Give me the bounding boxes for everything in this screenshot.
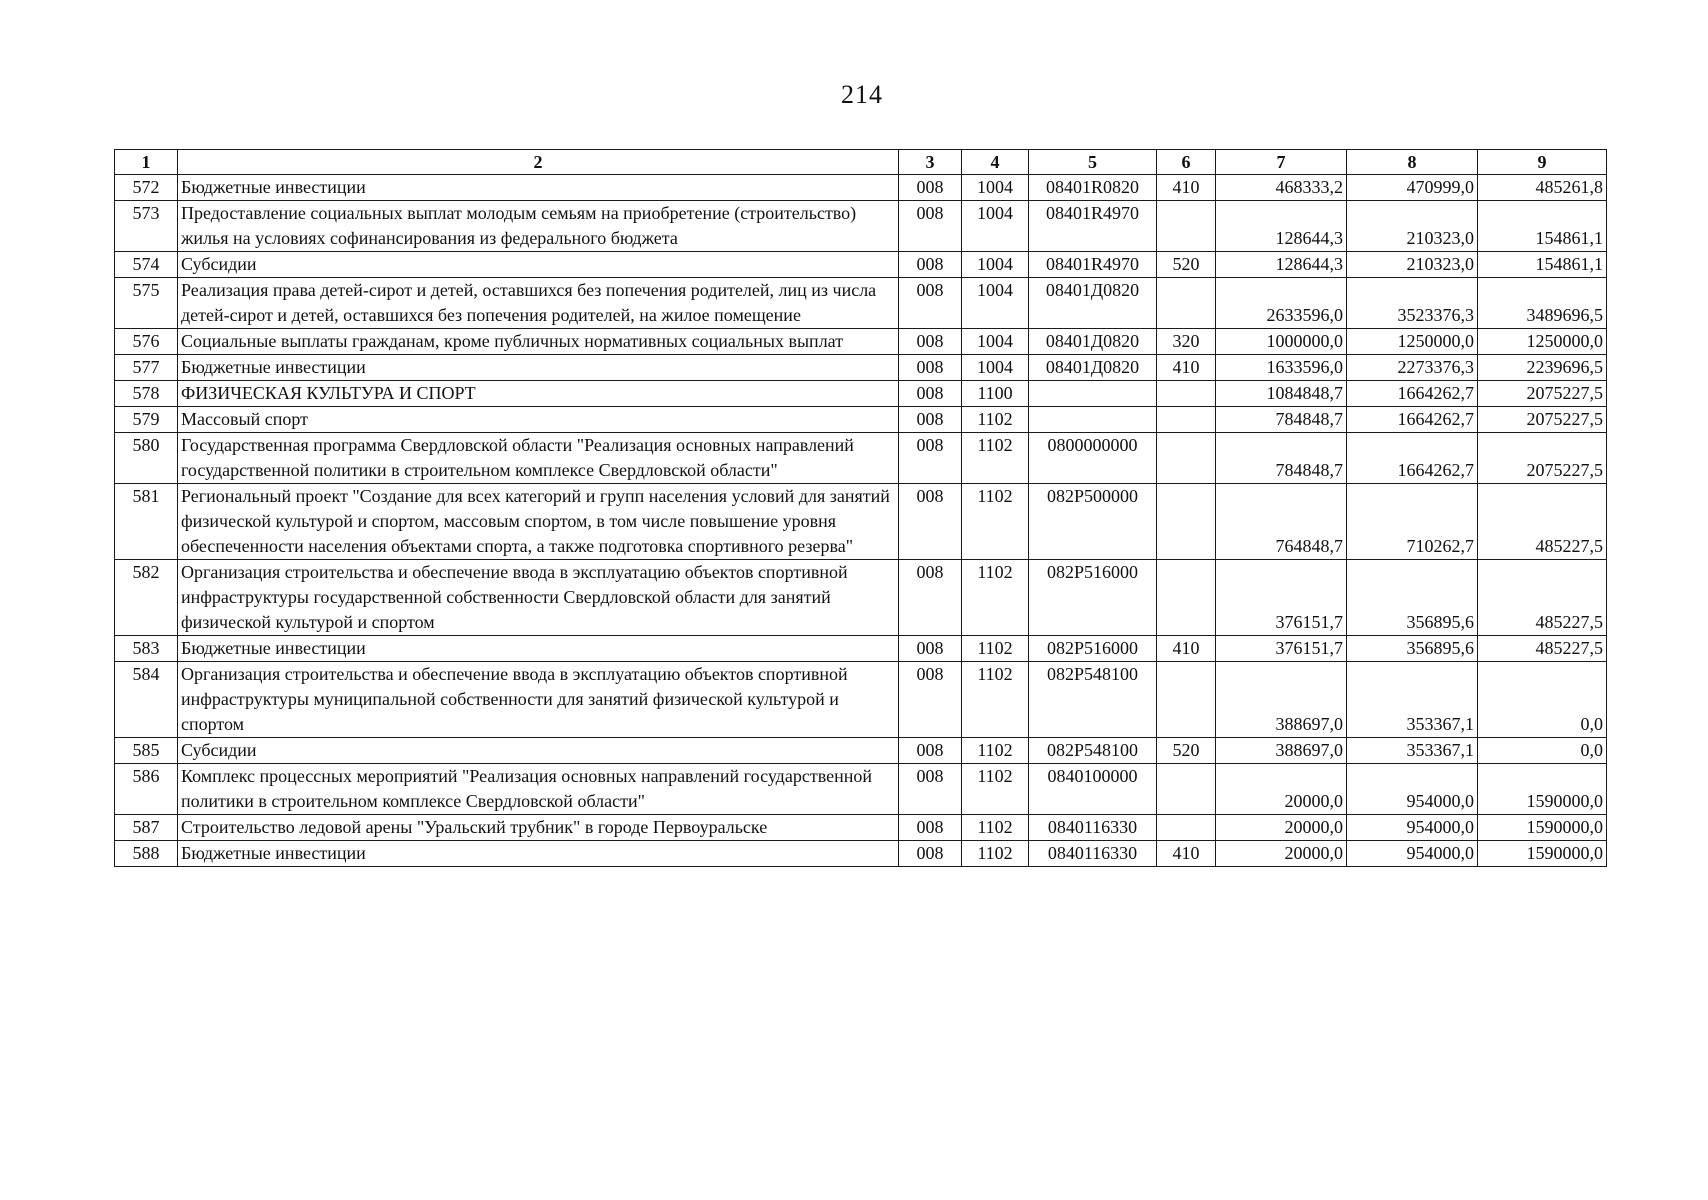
amount-year-1-cell: 784848,7	[1216, 407, 1347, 433]
table-row	[115, 433, 1607, 484]
amount-year-1-cell: 1084848,7	[1216, 381, 1347, 407]
column-header-6: 6	[1157, 150, 1216, 175]
column-header-4: 4	[962, 150, 1029, 175]
target-article-cell: 0840116330	[1029, 815, 1157, 841]
amount-year-3-cell: 3489696,5	[1478, 278, 1607, 329]
target-article-cell: 082P548100	[1029, 738, 1157, 764]
ministry-code-cell: 008	[899, 662, 962, 738]
amount-year-2-cell: 3523376,3	[1347, 278, 1478, 329]
ministry-code-cell: 008	[899, 252, 962, 278]
section-code-cell: 1102	[962, 662, 1029, 738]
target-article-cell: 08401R4970	[1029, 201, 1157, 252]
item-name-cell: Предоставление социальных выплат молодым семьям на приобретение (строительство) жилья на условиях софинансирования из федерального бюджета	[178, 201, 899, 252]
expense-type-cell	[1157, 407, 1216, 433]
amount-year-2-cell: 1664262,7	[1347, 433, 1478, 484]
column-header-8: 8	[1347, 150, 1478, 175]
row-number-cell: 573	[115, 201, 178, 252]
ministry-code-cell: 008	[899, 278, 962, 329]
ministry-code-cell: 008	[899, 433, 962, 484]
row-number-cell: 586	[115, 764, 178, 815]
section-code-cell: 1102	[962, 738, 1029, 764]
item-name-cell: Реализация права детей-сирот и детей, оставшихся без попечения родителей, лиц из числа детей-сирот и детей, оставшихся без попечения родителей, на жилое помещение	[178, 278, 899, 329]
expense-type-cell	[1157, 560, 1216, 636]
amount-year-3-cell: 485227,5	[1478, 560, 1607, 636]
item-name-cell: ФИЗИЧЕСКАЯ КУЛЬТУРА И СПОРТ	[178, 381, 899, 407]
amount-year-2-cell: 1664262,7	[1347, 407, 1478, 433]
expense-type-cell: 410	[1157, 841, 1216, 867]
amount-year-3-cell: 0,0	[1478, 738, 1607, 764]
target-article-cell: 08401Д0820	[1029, 355, 1157, 381]
target-article-cell: 08401Д0820	[1029, 329, 1157, 355]
amount-year-2-cell: 353367,1	[1347, 738, 1478, 764]
item-name-cell: Региональный проект "Создание для всех категорий и групп населения условий для занятий физической культурой и спортом, массовым спортом, в том числе повышение уровня обеспеченности населения объектами спорта, а также подготовка спортивного резерва"	[178, 484, 899, 560]
section-code-cell: 1102	[962, 484, 1029, 560]
target-article-cell: 08401Д0820	[1029, 278, 1157, 329]
ministry-code-cell: 008	[899, 407, 962, 433]
amount-year-3-cell: 485261,8	[1478, 175, 1607, 201]
ministry-code-cell: 008	[899, 764, 962, 815]
amount-year-3-cell: 485227,5	[1478, 636, 1607, 662]
amount-year-3-cell: 154861,1	[1478, 252, 1607, 278]
table-row	[115, 738, 1607, 764]
ministry-code-cell: 008	[899, 329, 962, 355]
expense-type-cell: 410	[1157, 175, 1216, 201]
ministry-code-cell: 008	[899, 815, 962, 841]
target-article-cell: 082P516000	[1029, 636, 1157, 662]
amount-year-2-cell: 954000,0	[1347, 815, 1478, 841]
item-name-cell: Организация строительства и обеспечение ввода в эксплуатацию объектов спортивной инфраструктуры муниципальной собственности для занятий физической культурой и спортом	[178, 662, 899, 738]
amount-year-3-cell: 0,0	[1478, 662, 1607, 738]
amount-year-1-cell: 388697,0	[1216, 662, 1347, 738]
table-row	[115, 252, 1607, 278]
expense-type-cell: 410	[1157, 636, 1216, 662]
table-row	[115, 381, 1607, 407]
target-article-cell	[1029, 381, 1157, 407]
table-row	[115, 764, 1607, 815]
section-code-cell: 1102	[962, 560, 1029, 636]
row-number-cell: 583	[115, 636, 178, 662]
expense-type-cell	[1157, 662, 1216, 738]
amount-year-1-cell: 376151,7	[1216, 560, 1347, 636]
table-body	[115, 175, 1607, 867]
section-code-cell: 1102	[962, 841, 1029, 867]
section-code-cell: 1102	[962, 407, 1029, 433]
table-row	[115, 329, 1607, 355]
table-header	[115, 150, 1607, 175]
amount-year-1-cell: 20000,0	[1216, 764, 1347, 815]
amount-year-1-cell: 1633596,0	[1216, 355, 1347, 381]
expense-type-cell	[1157, 815, 1216, 841]
row-number-cell: 574	[115, 252, 178, 278]
section-code-cell: 1004	[962, 329, 1029, 355]
amount-year-1-cell: 376151,7	[1216, 636, 1347, 662]
amount-year-2-cell: 470999,0	[1347, 175, 1478, 201]
amount-year-1-cell: 128644,3	[1216, 252, 1347, 278]
section-code-cell: 1004	[962, 201, 1029, 252]
section-code-cell: 1100	[962, 381, 1029, 407]
table-row	[115, 175, 1607, 201]
row-number-cell: 580	[115, 433, 178, 484]
amount-year-3-cell: 1590000,0	[1478, 841, 1607, 867]
row-number-cell: 582	[115, 560, 178, 636]
expense-type-cell	[1157, 381, 1216, 407]
amount-year-1-cell: 388697,0	[1216, 738, 1347, 764]
table-row	[115, 407, 1607, 433]
column-header-5: 5	[1029, 150, 1157, 175]
item-name-cell: Массовый спорт	[178, 407, 899, 433]
target-article-cell: 0800000000	[1029, 433, 1157, 484]
item-name-cell: Бюджетные инвестиции	[178, 175, 899, 201]
amount-year-1-cell: 764848,7	[1216, 484, 1347, 560]
row-number-cell: 584	[115, 662, 178, 738]
section-code-cell: 1102	[962, 815, 1029, 841]
expense-type-cell	[1157, 278, 1216, 329]
expense-type-cell	[1157, 764, 1216, 815]
item-name-cell: Бюджетные инвестиции	[178, 355, 899, 381]
amount-year-2-cell: 954000,0	[1347, 764, 1478, 815]
item-name-cell: Субсидии	[178, 738, 899, 764]
ministry-code-cell: 008	[899, 738, 962, 764]
table-row	[115, 841, 1607, 867]
item-name-cell: Государственная программа Свердловской области "Реализация основных направлений государственной политики в строительном комплексе Свердловской области"	[178, 433, 899, 484]
expense-type-cell: 320	[1157, 329, 1216, 355]
expense-type-cell	[1157, 433, 1216, 484]
budget-table	[114, 149, 1607, 867]
table-row	[115, 484, 1607, 560]
amount-year-2-cell: 210323,0	[1347, 252, 1478, 278]
ministry-code-cell: 008	[899, 381, 962, 407]
amount-year-1-cell: 784848,7	[1216, 433, 1347, 484]
item-name-cell: Субсидии	[178, 252, 899, 278]
ministry-code-cell: 008	[899, 560, 962, 636]
item-name-cell: Строительство ледовой арены "Уральский трубник" в городе Первоуральске	[178, 815, 899, 841]
amount-year-2-cell: 954000,0	[1347, 841, 1478, 867]
target-article-cell: 082P500000	[1029, 484, 1157, 560]
amount-year-3-cell: 1250000,0	[1478, 329, 1607, 355]
amount-year-2-cell: 1664262,7	[1347, 381, 1478, 407]
expense-type-cell: 520	[1157, 738, 1216, 764]
ministry-code-cell: 008	[899, 175, 962, 201]
amount-year-3-cell: 2075227,5	[1478, 407, 1607, 433]
row-number-cell: 588	[115, 841, 178, 867]
target-article-cell: 082P548100	[1029, 662, 1157, 738]
table-row	[115, 355, 1607, 381]
amount-year-3-cell: 485227,5	[1478, 484, 1607, 560]
table-row	[115, 662, 1607, 738]
item-name-cell: Социальные выплаты гражданам, кроме публичных нормативных социальных выплат	[178, 329, 899, 355]
amount-year-1-cell: 1000000,0	[1216, 329, 1347, 355]
expense-type-cell: 410	[1157, 355, 1216, 381]
ministry-code-cell: 008	[899, 355, 962, 381]
table-row	[115, 560, 1607, 636]
column-header-7: 7	[1216, 150, 1347, 175]
row-number-cell: 581	[115, 484, 178, 560]
expense-type-cell	[1157, 201, 1216, 252]
table-row	[115, 815, 1607, 841]
amount-year-3-cell: 2075227,5	[1478, 381, 1607, 407]
target-article-cell: 082P516000	[1029, 560, 1157, 636]
target-article-cell: 0840116330	[1029, 841, 1157, 867]
header-row	[115, 150, 1607, 175]
ministry-code-cell: 008	[899, 636, 962, 662]
row-number-cell: 587	[115, 815, 178, 841]
row-number-cell: 575	[115, 278, 178, 329]
amount-year-2-cell: 1250000,0	[1347, 329, 1478, 355]
amount-year-1-cell: 2633596,0	[1216, 278, 1347, 329]
amount-year-3-cell: 154861,1	[1478, 201, 1607, 252]
ministry-code-cell: 008	[899, 201, 962, 252]
amount-year-1-cell: 128644,3	[1216, 201, 1347, 252]
section-code-cell: 1102	[962, 433, 1029, 484]
row-number-cell: 579	[115, 407, 178, 433]
row-number-cell: 578	[115, 381, 178, 407]
table-row	[115, 636, 1607, 662]
row-number-cell: 577	[115, 355, 178, 381]
section-code-cell: 1004	[962, 355, 1029, 381]
column-header-2: 2	[178, 150, 899, 175]
table-row	[115, 201, 1607, 252]
item-name-cell: Организация строительства и обеспечение ввода в эксплуатацию объектов спортивной инфраструктуры государственной собственности Свердловской области для занятий физической культурой и спортом	[178, 560, 899, 636]
target-article-cell: 0840100000	[1029, 764, 1157, 815]
amount-year-1-cell: 20000,0	[1216, 815, 1347, 841]
amount-year-1-cell: 468333,2	[1216, 175, 1347, 201]
amount-year-2-cell: 353367,1	[1347, 662, 1478, 738]
section-code-cell: 1102	[962, 636, 1029, 662]
amount-year-3-cell: 2075227,5	[1478, 433, 1607, 484]
row-number-cell: 572	[115, 175, 178, 201]
expense-type-cell	[1157, 484, 1216, 560]
amount-year-2-cell: 2273376,3	[1347, 355, 1478, 381]
amount-year-2-cell: 356895,6	[1347, 636, 1478, 662]
ministry-code-cell: 008	[899, 841, 962, 867]
section-code-cell: 1004	[962, 278, 1029, 329]
amount-year-2-cell: 710262,7	[1347, 484, 1478, 560]
ministry-code-cell: 008	[899, 484, 962, 560]
item-name-cell: Бюджетные инвестиции	[178, 636, 899, 662]
item-name-cell: Бюджетные инвестиции	[178, 841, 899, 867]
column-header-3: 3	[899, 150, 962, 175]
target-article-cell: 08401R4970	[1029, 252, 1157, 278]
target-article-cell: 08401R0820	[1029, 175, 1157, 201]
expense-type-cell: 520	[1157, 252, 1216, 278]
row-number-cell: 585	[115, 738, 178, 764]
column-header-1: 1	[115, 150, 178, 175]
item-name-cell: Комплекс процессных мероприятий "Реализация основных направлений государственной политики в строительном комплексе Свердловской области"	[178, 764, 899, 815]
section-code-cell: 1004	[962, 175, 1029, 201]
amount-year-3-cell: 1590000,0	[1478, 815, 1607, 841]
section-code-cell: 1102	[962, 764, 1029, 815]
amount-year-3-cell: 1590000,0	[1478, 764, 1607, 815]
amount-year-1-cell: 20000,0	[1216, 841, 1347, 867]
amount-year-3-cell: 2239696,5	[1478, 355, 1607, 381]
page-number: 214	[841, 80, 883, 109]
row-number-cell: 576	[115, 329, 178, 355]
amount-year-2-cell: 356895,6	[1347, 560, 1478, 636]
section-code-cell: 1004	[962, 252, 1029, 278]
amount-year-2-cell: 210323,0	[1347, 201, 1478, 252]
column-header-9: 9	[1478, 150, 1607, 175]
target-article-cell	[1029, 407, 1157, 433]
table-row	[115, 278, 1607, 329]
